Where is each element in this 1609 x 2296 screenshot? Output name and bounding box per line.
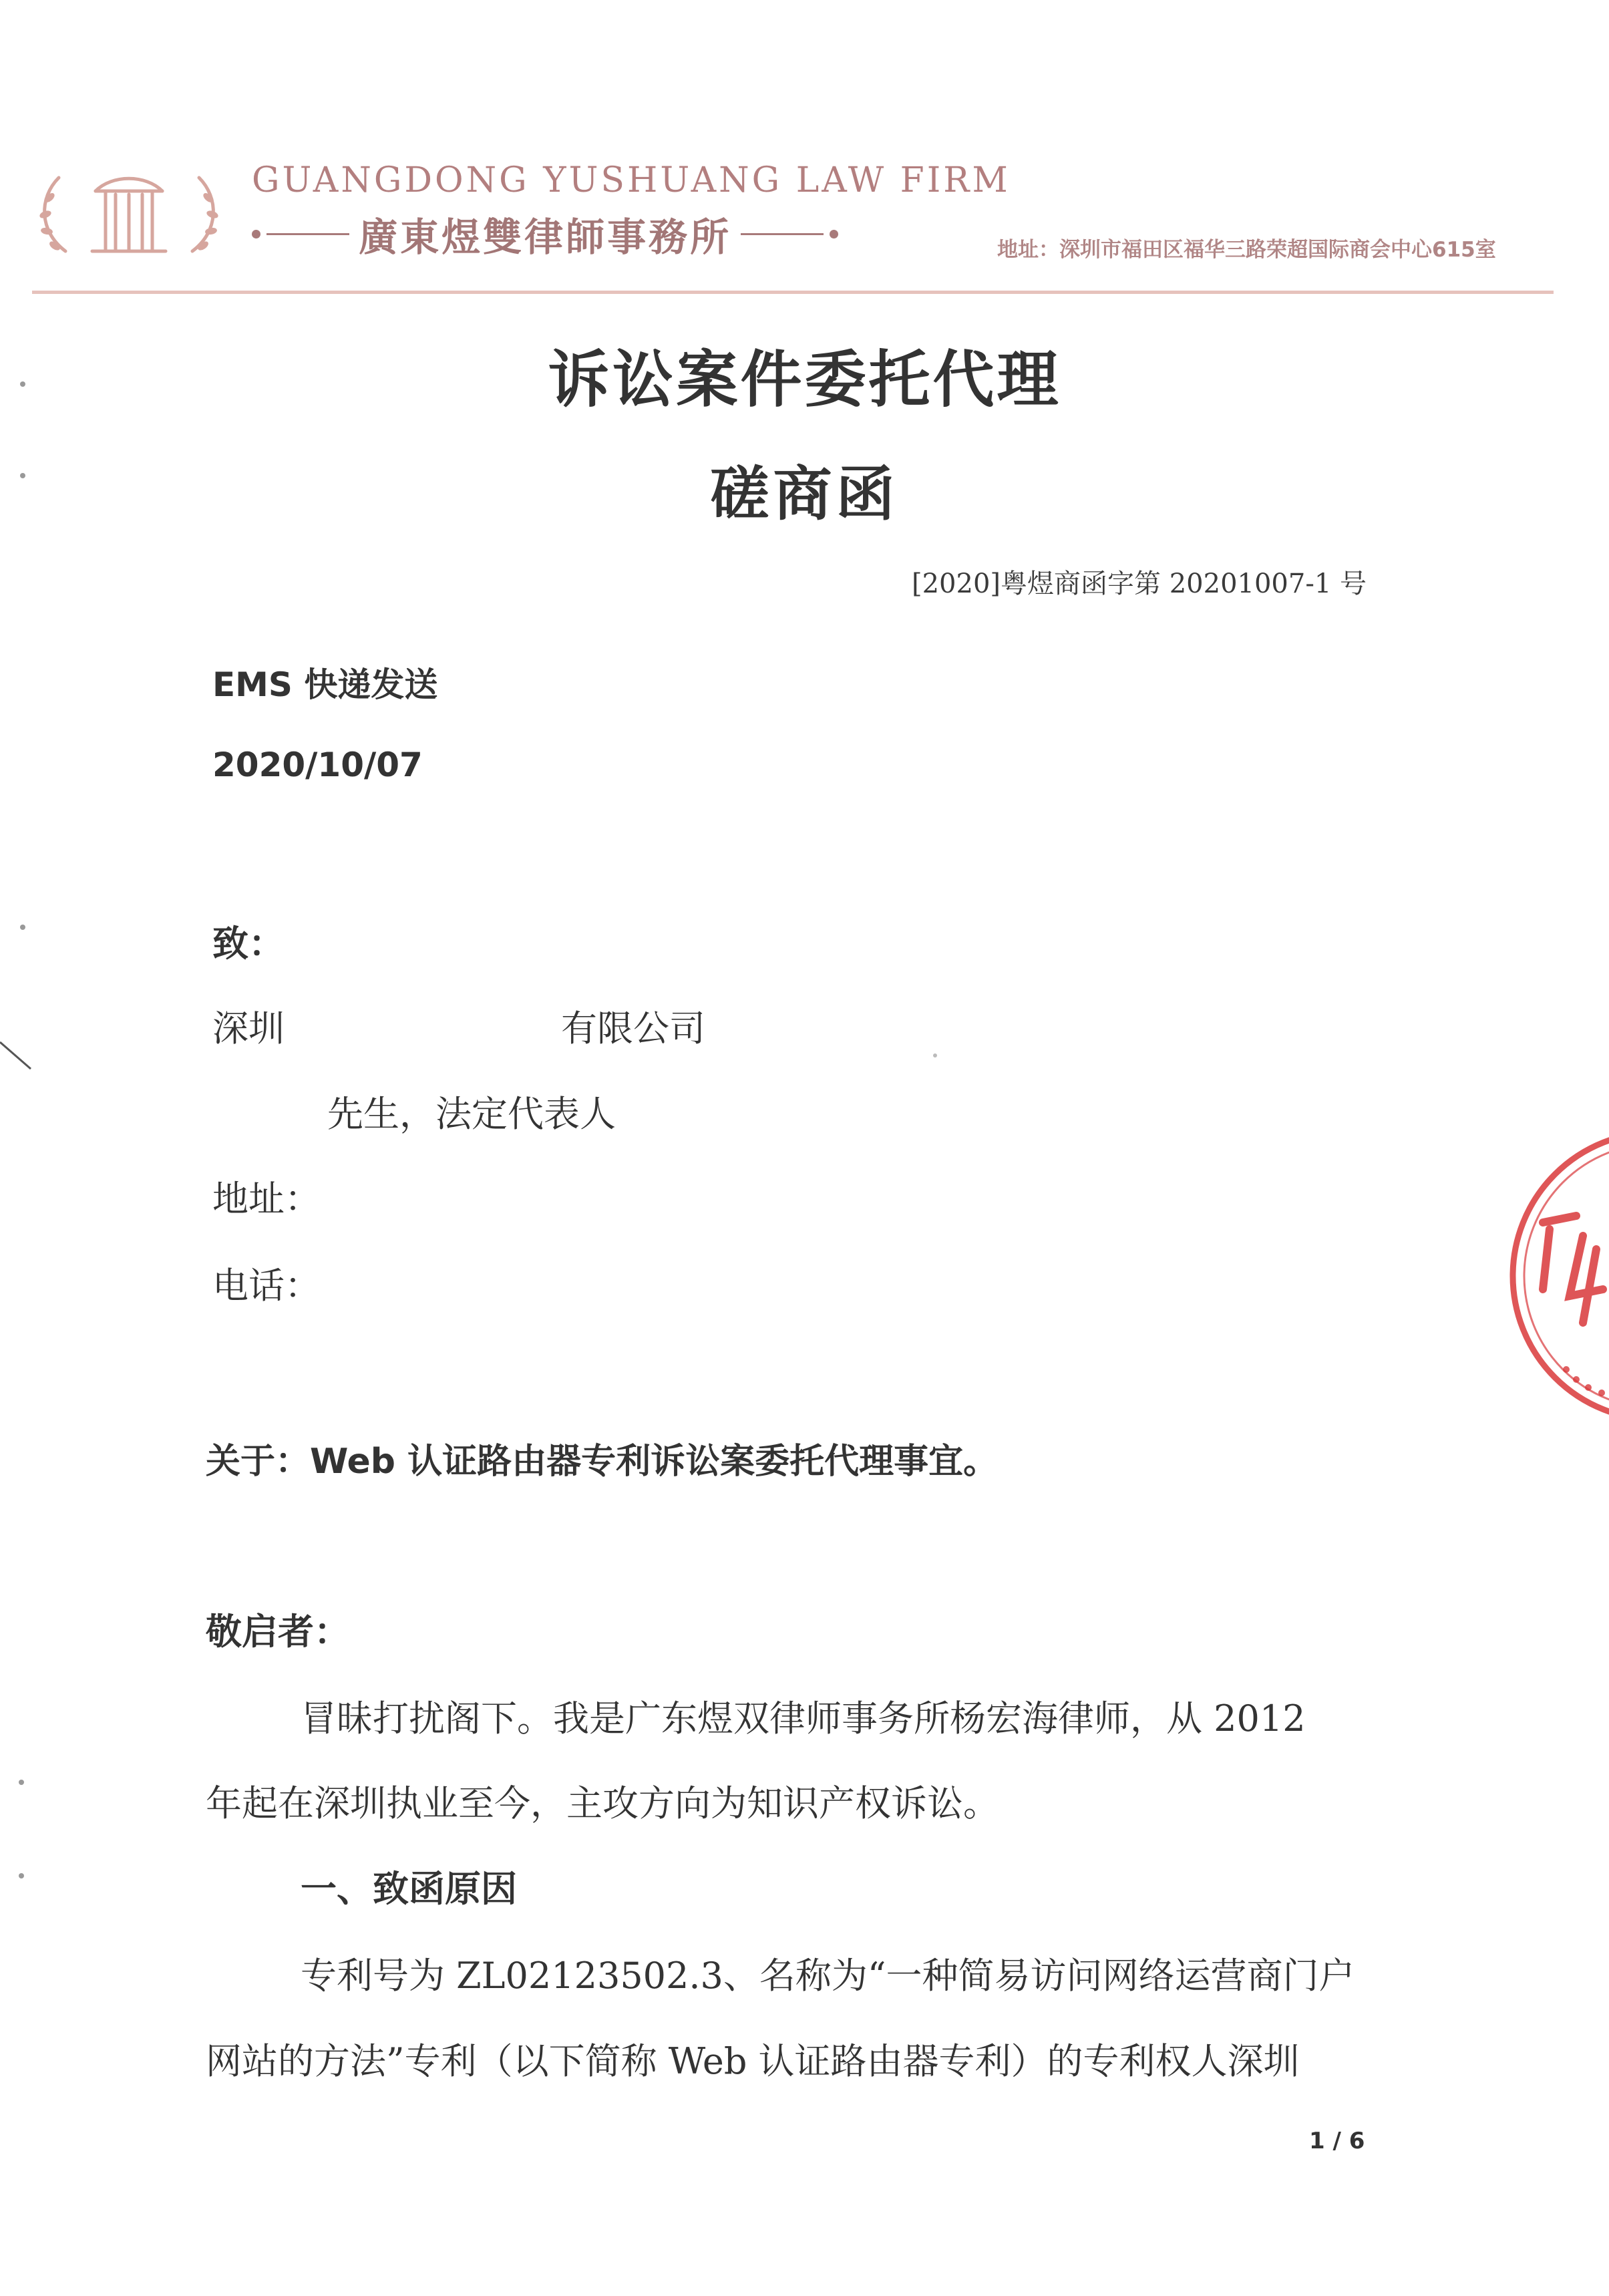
phone-label: 电话：	[212, 1265, 321, 1307]
firm-address: 地址：深圳市福田区福华三路荣超国际商会中心615室	[997, 238, 1496, 262]
page-number: 1 / 6	[1309, 2128, 1365, 2154]
reference-number: [2020]粤煜商函字第 20201007-1 号	[912, 568, 1367, 599]
paragraph-2-line-2: 网站的方法”专利（以下简称 Web 认证路由器专利）的专利权人深圳	[206, 2040, 1300, 2082]
header-divider	[32, 291, 1554, 294]
company-seal-stamp-icon	[1503, 1122, 1609, 1430]
paragraph-1-line-2: 年起在深圳执业至今，主攻方向为知识产权诉讼。	[206, 1782, 999, 1824]
firm-name-chinese: 廣東煜雙律師事務所	[359, 214, 732, 260]
law-firm-logo-icon	[32, 158, 226, 265]
firm-name-chinese-row	[252, 206, 838, 259]
divider-line	[266, 233, 349, 235]
subject-line: 关于：Web 认证路由器专利诉讼案委托代理事宜。	[206, 1442, 999, 1482]
paragraph-2-line-1: 专利号为 ZL02123502.3、名称为“一种简易访问网络运营商门户	[301, 1955, 1355, 1997]
to-label: 致：	[212, 923, 285, 965]
salutation: 敬启者：	[206, 1611, 350, 1653]
divider-line	[741, 233, 824, 235]
document-title: 诉讼案件委托代理	[548, 343, 1061, 416]
document-subtitle: 磋商函	[710, 459, 899, 528]
divider-dot	[252, 230, 260, 238]
firm-name-english: GUANGDONG YUSHUANG LAW FIRM	[252, 160, 1011, 200]
paragraph-1-line-1: 冒昧打扰阁下。我是广东煜双律师事务所杨宏海律师，从 2012	[301, 1697, 1306, 1740]
recipient-company-suffix: 有限公司	[561, 1007, 705, 1049]
delivery-method: EMS 快递发送	[212, 665, 438, 704]
address-label: 地址：	[212, 1178, 321, 1220]
recipient-person: 先生，法定代表人	[327, 1093, 616, 1135]
divider-dot	[830, 230, 838, 238]
letter-date: 2020/10/07	[212, 746, 423, 784]
section-1-heading: 一、致函原因	[301, 1868, 517, 1910]
recipient-company-prefix: 深圳	[212, 1007, 285, 1049]
